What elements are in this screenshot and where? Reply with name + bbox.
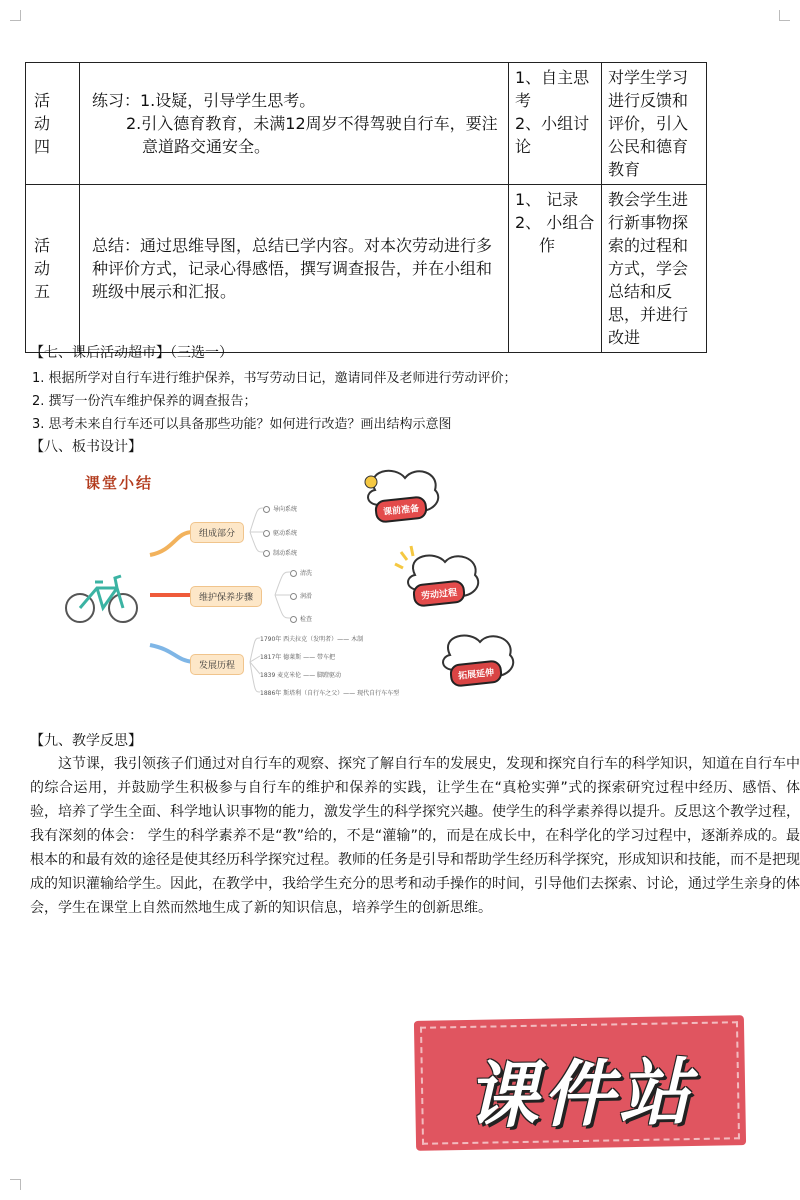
activity-label xyxy=(26,185,80,353)
sparkle-icon xyxy=(395,546,413,568)
leaf-text: 清洗 xyxy=(300,570,313,577)
leaf-text: 导向系统 xyxy=(273,506,298,513)
activity-goal: 对学生学习进行反馈和评价，引入公民和德育教育 xyxy=(602,63,707,185)
branch-components: 组成部分 xyxy=(190,522,244,543)
table-row xyxy=(26,185,707,353)
activity-mode xyxy=(509,185,602,353)
reflection-paragraph: 这节课，我引领孩子们通过对自行车的观察、探究了解自行车的发展史，发现和探究自行车的科学知识，知道在自行车中的综合运用，并鼓励学生积极参与自行车的维护和保养的实践，让学生在“真枪实弹”式的探索研究过程中经历、感悟、体验，培养了学生全面、科学地认识事物的能力，激发学生的科学探究兴趣。使学生的科学素养得以提升。反思这个教学过程，我有深刻的体会： 学生的科学素养不是“教”给的，不是“灌输”的，而是在成长中，在科学化的学习过程中，逐渐养成的。最根本的和最有效的途径是使其经历科学探究过程。教师的任务是引导和帮助学生经历科学探究，形成知识和技能，而不是把现成的知识灌输给学生。因此，在教学中，我给学生充分的思考和动手操作的时间，引导他们去探索、讨论，通过学生亲身的体会，学生在课堂上自然而然地生成了新的知识信息，培养学生的创新思维。 xyxy=(30,756,800,916)
lightbulb-icon xyxy=(365,476,377,488)
desc-line: 练习：1.设疑，引导学生思考。 xyxy=(92,91,316,110)
leaf-item: 1817年 德莱斯 —— 带车把 xyxy=(260,654,335,661)
page-corner-mark xyxy=(10,1179,21,1190)
table-row xyxy=(26,63,707,185)
tag-labor-process: 劳动过程 xyxy=(412,579,466,607)
bullet-icon xyxy=(263,550,270,557)
label-char: 活 xyxy=(34,91,51,110)
activity-goal: 教会学生进行新事物探索的过程和方式，学会总结和反思，并进行改进 xyxy=(602,185,707,353)
bullet-icon xyxy=(290,570,297,577)
activity-mode xyxy=(509,63,602,185)
section-8-title: 【八、板书设计】 xyxy=(30,439,142,455)
page-corner-mark xyxy=(779,10,790,21)
leaf-item: 1790年 西夫拉克（发明者）—— 木制 xyxy=(260,636,364,643)
section-7-item: 3. 思考未来自行车还可以具备那些功能？如何进行改造？画出结构示意图 xyxy=(32,417,452,432)
page-corner-mark xyxy=(10,10,21,21)
leaf-item: 1886年 斯塔利（自行车之父）—— 现代自行车车型 xyxy=(260,690,400,697)
activity-label xyxy=(26,63,80,185)
leaf-item xyxy=(263,504,297,513)
leaf-item xyxy=(263,528,297,537)
bullet-icon xyxy=(263,530,270,537)
mode-line: 2、 小组合作 xyxy=(515,213,595,255)
leaf-text: 驱动系统 xyxy=(273,530,298,537)
section-7-item: 1. 根据所学对自行车进行维护保养，书写劳动日记，邀请同伴及老师进行劳动评价； xyxy=(32,371,517,386)
section-9-title: 【九、教学反思】 xyxy=(30,733,142,749)
section-7-item: 2. 撰写一份汽车维护保养的调查报告； xyxy=(32,394,257,409)
mode-line: 1、 记录 xyxy=(515,190,579,209)
connector-line xyxy=(150,532,193,555)
watermark-text: 课件站 xyxy=(465,1050,695,1138)
bike-image-panel xyxy=(50,545,150,645)
branch-history: 发展历程 xyxy=(190,654,244,675)
label-char: 动 xyxy=(34,114,51,133)
leaf-text: 润滑 xyxy=(300,593,313,600)
leaf-item xyxy=(263,548,297,557)
mindmap-board xyxy=(45,460,525,710)
leaf-item xyxy=(290,568,312,577)
desc-line: 总结：通过思维导图，总结已学内容。对本次劳动进行多种评价方式，记录心得感悟，撰写调查报告，并在小组和班级中展示和汇报。 xyxy=(92,236,493,301)
mindmap-title: 课堂小结 xyxy=(85,474,154,492)
mode-line: 2、小组讨论 xyxy=(515,114,590,156)
connector-line xyxy=(150,645,193,662)
leaf-text: 制动系统 xyxy=(273,550,298,557)
label-char: 活 xyxy=(34,236,51,255)
tag-extension: 拓展延伸 xyxy=(449,659,503,687)
leaf-text: 检查 xyxy=(300,616,313,623)
section-7-title: 【七、课后活动超市】（三选一） xyxy=(30,345,233,361)
bullet-icon xyxy=(263,506,270,513)
bullet-icon xyxy=(290,593,297,600)
bullet-icon xyxy=(290,616,297,623)
mode-line: 1、自主思考 xyxy=(515,68,590,110)
branch-maintenance: 维护保养步骤 xyxy=(190,586,262,607)
watermark-stamp xyxy=(414,1015,746,1151)
leaf-item xyxy=(290,614,312,623)
leaf-item xyxy=(290,591,312,600)
label-char: 四 xyxy=(34,137,51,156)
reflection-text xyxy=(30,752,800,920)
leaf-item: 1839 麦克米伦 —— 脚蹬驱动 xyxy=(260,672,341,679)
label-char: 五 xyxy=(34,282,51,301)
activity-table xyxy=(25,62,707,353)
tag-preparation: 课前准备 xyxy=(374,495,428,523)
label-char: 动 xyxy=(34,259,51,278)
activity-description xyxy=(80,63,509,185)
desc-line: 2.引入德育教育，未满12周岁不得驾驶自行车，要注意道路交通安全。 xyxy=(126,114,498,156)
activity-description xyxy=(80,185,509,353)
